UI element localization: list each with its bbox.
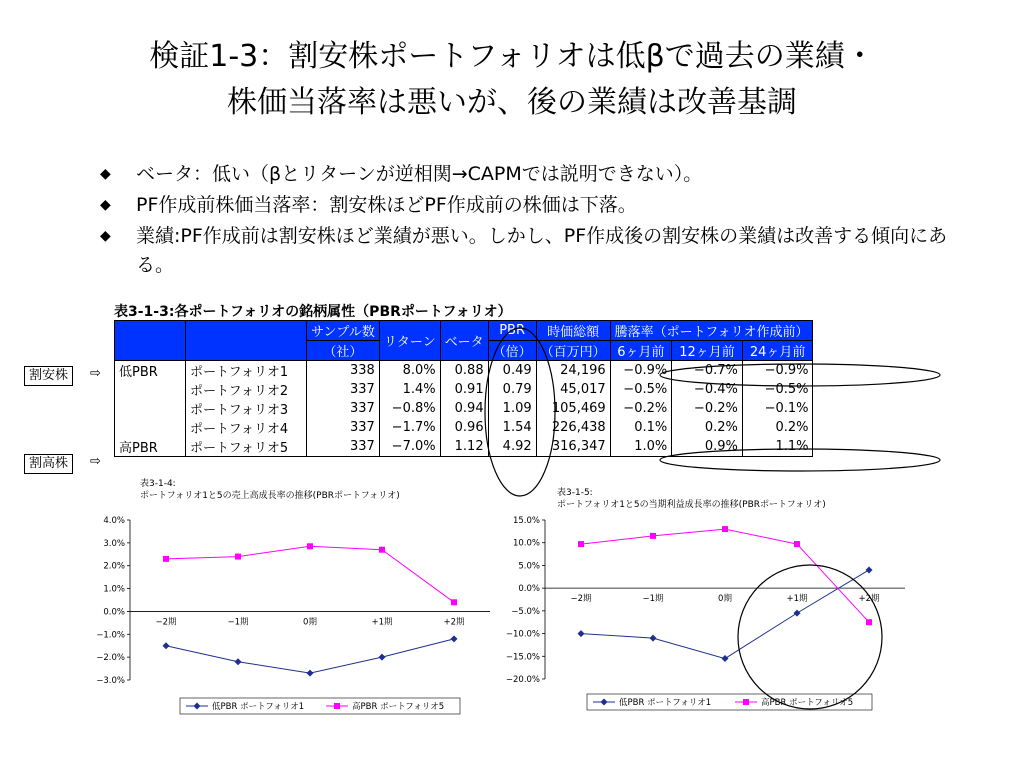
cheap-change-highlight-ellipse: [660, 364, 940, 386]
diamond-bullet-icon: ◆: [100, 166, 111, 182]
header-12m: 12ヶ月前: [672, 341, 743, 361]
y-tick-label: −1.0%: [96, 630, 125, 641]
change-24m-cell: −0.5%: [742, 380, 813, 399]
data-point-diamond: [235, 658, 242, 665]
group-cell: 低PBR: [115, 361, 186, 381]
header-mcap-unit: （百万円）: [536, 341, 610, 361]
data-point-diamond: [307, 670, 314, 677]
y-tick-label: 10.0%: [512, 538, 540, 549]
series-line: [166, 546, 454, 602]
change-24m-cell: 1.1%: [742, 437, 813, 457]
bullet-text: 業績:PF作成前は割安株ほど業績が悪い。しかし、PF作成後の割安株の業績は改善する傾向にある。: [136, 225, 948, 276]
change-12m-cell: −0.7%: [672, 361, 743, 381]
mcap-cell: 24,196: [536, 361, 610, 381]
header-pbr-unit: （倍）: [488, 341, 536, 361]
change-6m-cell: 1.0%: [610, 437, 672, 457]
table-caption: 表3-1-3:各ポートフォリオの銘柄属性（PBRポートフォリオ）: [114, 304, 512, 320]
y-tick-label: 0.0%: [103, 607, 125, 618]
mcap-cell: 45,017: [536, 380, 610, 399]
x-tick-label: +1期: [786, 594, 808, 605]
profit-growth-chart: [505, 487, 915, 722]
mcap-cell: 105,469: [536, 399, 610, 418]
pbr-cell: 4.92: [488, 437, 536, 457]
x-tick-label: −2期: [155, 617, 177, 628]
x-tick-label: +2期: [858, 594, 880, 605]
y-tick-label: 4.0%: [103, 516, 125, 526]
pbr-cell: 1.09: [488, 399, 536, 418]
header-sample: サンプル数: [307, 321, 380, 341]
data-point-diamond: [722, 655, 729, 662]
data-point-diamond: [578, 630, 585, 637]
change-12m-cell: −0.2%: [672, 399, 743, 418]
sample-cell: 337: [307, 437, 380, 457]
x-tick-label: −1期: [642, 594, 664, 605]
y-tick-label: −10.0%: [505, 629, 540, 640]
beta-cell: 0.91: [440, 380, 488, 399]
data-point-square: [163, 556, 169, 562]
return-cell: −0.8%: [379, 399, 440, 418]
y-tick-label: 3.0%: [103, 538, 125, 549]
legend-label: 高PBR ポートフォリオ5: [352, 702, 445, 712]
change-6m-cell: −0.2%: [610, 399, 672, 418]
sample-cell: 337: [307, 418, 380, 437]
series-line: [581, 529, 869, 622]
x-tick-label: +1期: [371, 617, 393, 628]
data-point-diamond: [163, 642, 170, 649]
data-point-square: [578, 541, 584, 547]
beta-cell: 0.94: [440, 399, 488, 418]
header-return: リターン: [379, 321, 440, 361]
y-tick-label: −15.0%: [505, 652, 540, 663]
data-point-square: [307, 543, 313, 549]
change-12m-cell: 0.9%: [672, 437, 743, 457]
y-tick-label: 1.0%: [103, 584, 125, 595]
header-24m: 24ヶ月前: [742, 341, 813, 361]
y-tick-label: 0.0%: [518, 584, 540, 595]
title-line-1: 検証1-3：割安株ポートフォリオは低βで過去の業績・: [149, 39, 875, 74]
portfolio-cell: ポートフォリオ5: [186, 437, 307, 457]
data-point-diamond: [650, 635, 657, 642]
data-point-square: [866, 619, 872, 625]
data-point-square: [722, 526, 728, 532]
header-mcap: 時価総額: [536, 321, 610, 341]
return-cell: −7.0%: [379, 437, 440, 457]
legend-marker-square: [334, 703, 340, 709]
pbr-cell: 0.79: [488, 380, 536, 399]
change-24m-cell: −0.9%: [742, 361, 813, 381]
header-sample-unit: （社）: [307, 341, 380, 361]
data-point-diamond: [794, 610, 801, 617]
x-tick-label: −2期: [570, 594, 592, 605]
expensive-change-highlight-ellipse: [660, 449, 940, 471]
series-line: [581, 570, 869, 659]
sample-cell: 337: [307, 380, 380, 399]
mcap-cell: 226,438: [536, 418, 610, 437]
series-line: [166, 639, 454, 673]
chart-title: 表3-1-4:: [140, 479, 176, 489]
chart-title: ポートフォリオ1と5の売上高成長率の推移(PBRポートフォリオ): [140, 491, 400, 501]
sample-cell: 338: [307, 361, 380, 381]
y-tick-label: 5.0%: [518, 561, 540, 572]
bullet-text: PF作成前株価当落率：割安株ほどPF作成前の株価は下落。: [136, 194, 637, 216]
header-beta: ベータ: [440, 321, 488, 361]
beta-highlight-circle: [485, 328, 555, 496]
data-point-square: [235, 554, 241, 560]
legend-label: 低PBR ポートフォリオ1: [619, 698, 712, 708]
portfolio-cell: ポートフォリオ2: [186, 380, 307, 399]
data-point-diamond: [866, 566, 873, 573]
legend-marker-square: [743, 699, 749, 705]
beta-cell: 0.88: [440, 361, 488, 381]
pbr-cell: 1.54: [488, 418, 536, 437]
mcap-cell: 316,347: [536, 437, 610, 457]
x-tick-label: −1期: [227, 617, 249, 628]
y-tick-label: −20.0%: [505, 675, 540, 685]
chart-title: 表3-1-5:: [557, 488, 593, 498]
portfolio-cell: ポートフォリオ1: [186, 361, 307, 381]
x-tick-label: 0期: [718, 594, 732, 605]
data-point-square: [650, 533, 656, 539]
title-line-2: 株価当落率は悪いが、後の業績は改善基調: [227, 85, 797, 120]
right-arrow-icon: ⇨: [90, 366, 101, 381]
change-6m-cell: −0.9%: [610, 361, 672, 381]
diamond-bullet-icon: ◆: [100, 228, 111, 244]
portfolio-cell: ポートフォリオ3: [186, 399, 307, 418]
y-tick-label: −2.0%: [96, 653, 125, 664]
diamond-bullet-icon: ◆: [100, 197, 111, 213]
data-point-square: [451, 599, 457, 605]
change-6m-cell: 0.1%: [610, 418, 672, 437]
beta-cell: 0.96: [440, 418, 488, 437]
portfolio-cell: ポートフォリオ4: [186, 418, 307, 437]
expensive-stock-label: 割高株: [24, 454, 73, 474]
data-point-square: [794, 541, 800, 547]
data-point-diamond: [451, 635, 458, 642]
legend-label: 低PBR ポートフォリオ1: [212, 702, 305, 712]
chart-title: ポートフォリオ1と5の当期利益成長率の推移(PBRポートフォリオ): [557, 500, 826, 510]
x-tick-label: 0期: [303, 617, 317, 628]
change-24m-cell: −0.1%: [742, 399, 813, 418]
header-6m: 6ヶ月前: [610, 341, 672, 361]
x-tick-label: +2期: [443, 617, 465, 628]
right-arrow-icon: ⇨: [90, 454, 101, 469]
sales-growth-chart: [96, 478, 500, 718]
sample-cell: 337: [307, 399, 380, 418]
pbr-cell: 0.49: [488, 361, 536, 381]
return-cell: −1.7%: [379, 418, 440, 437]
header-pbr: PBR: [488, 321, 536, 341]
change-24m-cell: 0.2%: [742, 418, 813, 437]
change-6m-cell: −0.5%: [610, 380, 672, 399]
y-tick-label: −3.0%: [96, 676, 125, 686]
data-point-square: [379, 547, 385, 553]
return-cell: 1.4%: [379, 380, 440, 399]
change-12m-cell: −0.4%: [672, 380, 743, 399]
cheap-stock-label: 割安株: [24, 366, 73, 386]
legend-label: 高PBR ポートフォリオ5: [761, 698, 854, 708]
beta-cell: 1.12: [440, 437, 488, 457]
header-change: 騰落率（ポートフォリオ作成前）: [610, 321, 813, 341]
y-tick-label: −5.0%: [511, 606, 540, 617]
y-tick-label: 15.0%: [512, 516, 540, 526]
change-12m-cell: 0.2%: [672, 418, 743, 437]
bullet-text: ベータ：低い（βとリターンが逆相関→CAPMでは説明できない）。: [136, 163, 703, 185]
group-cell: 高PBR: [115, 437, 186, 457]
y-tick-label: 2.0%: [103, 561, 125, 572]
data-point-diamond: [379, 654, 386, 661]
return-cell: 8.0%: [379, 361, 440, 381]
